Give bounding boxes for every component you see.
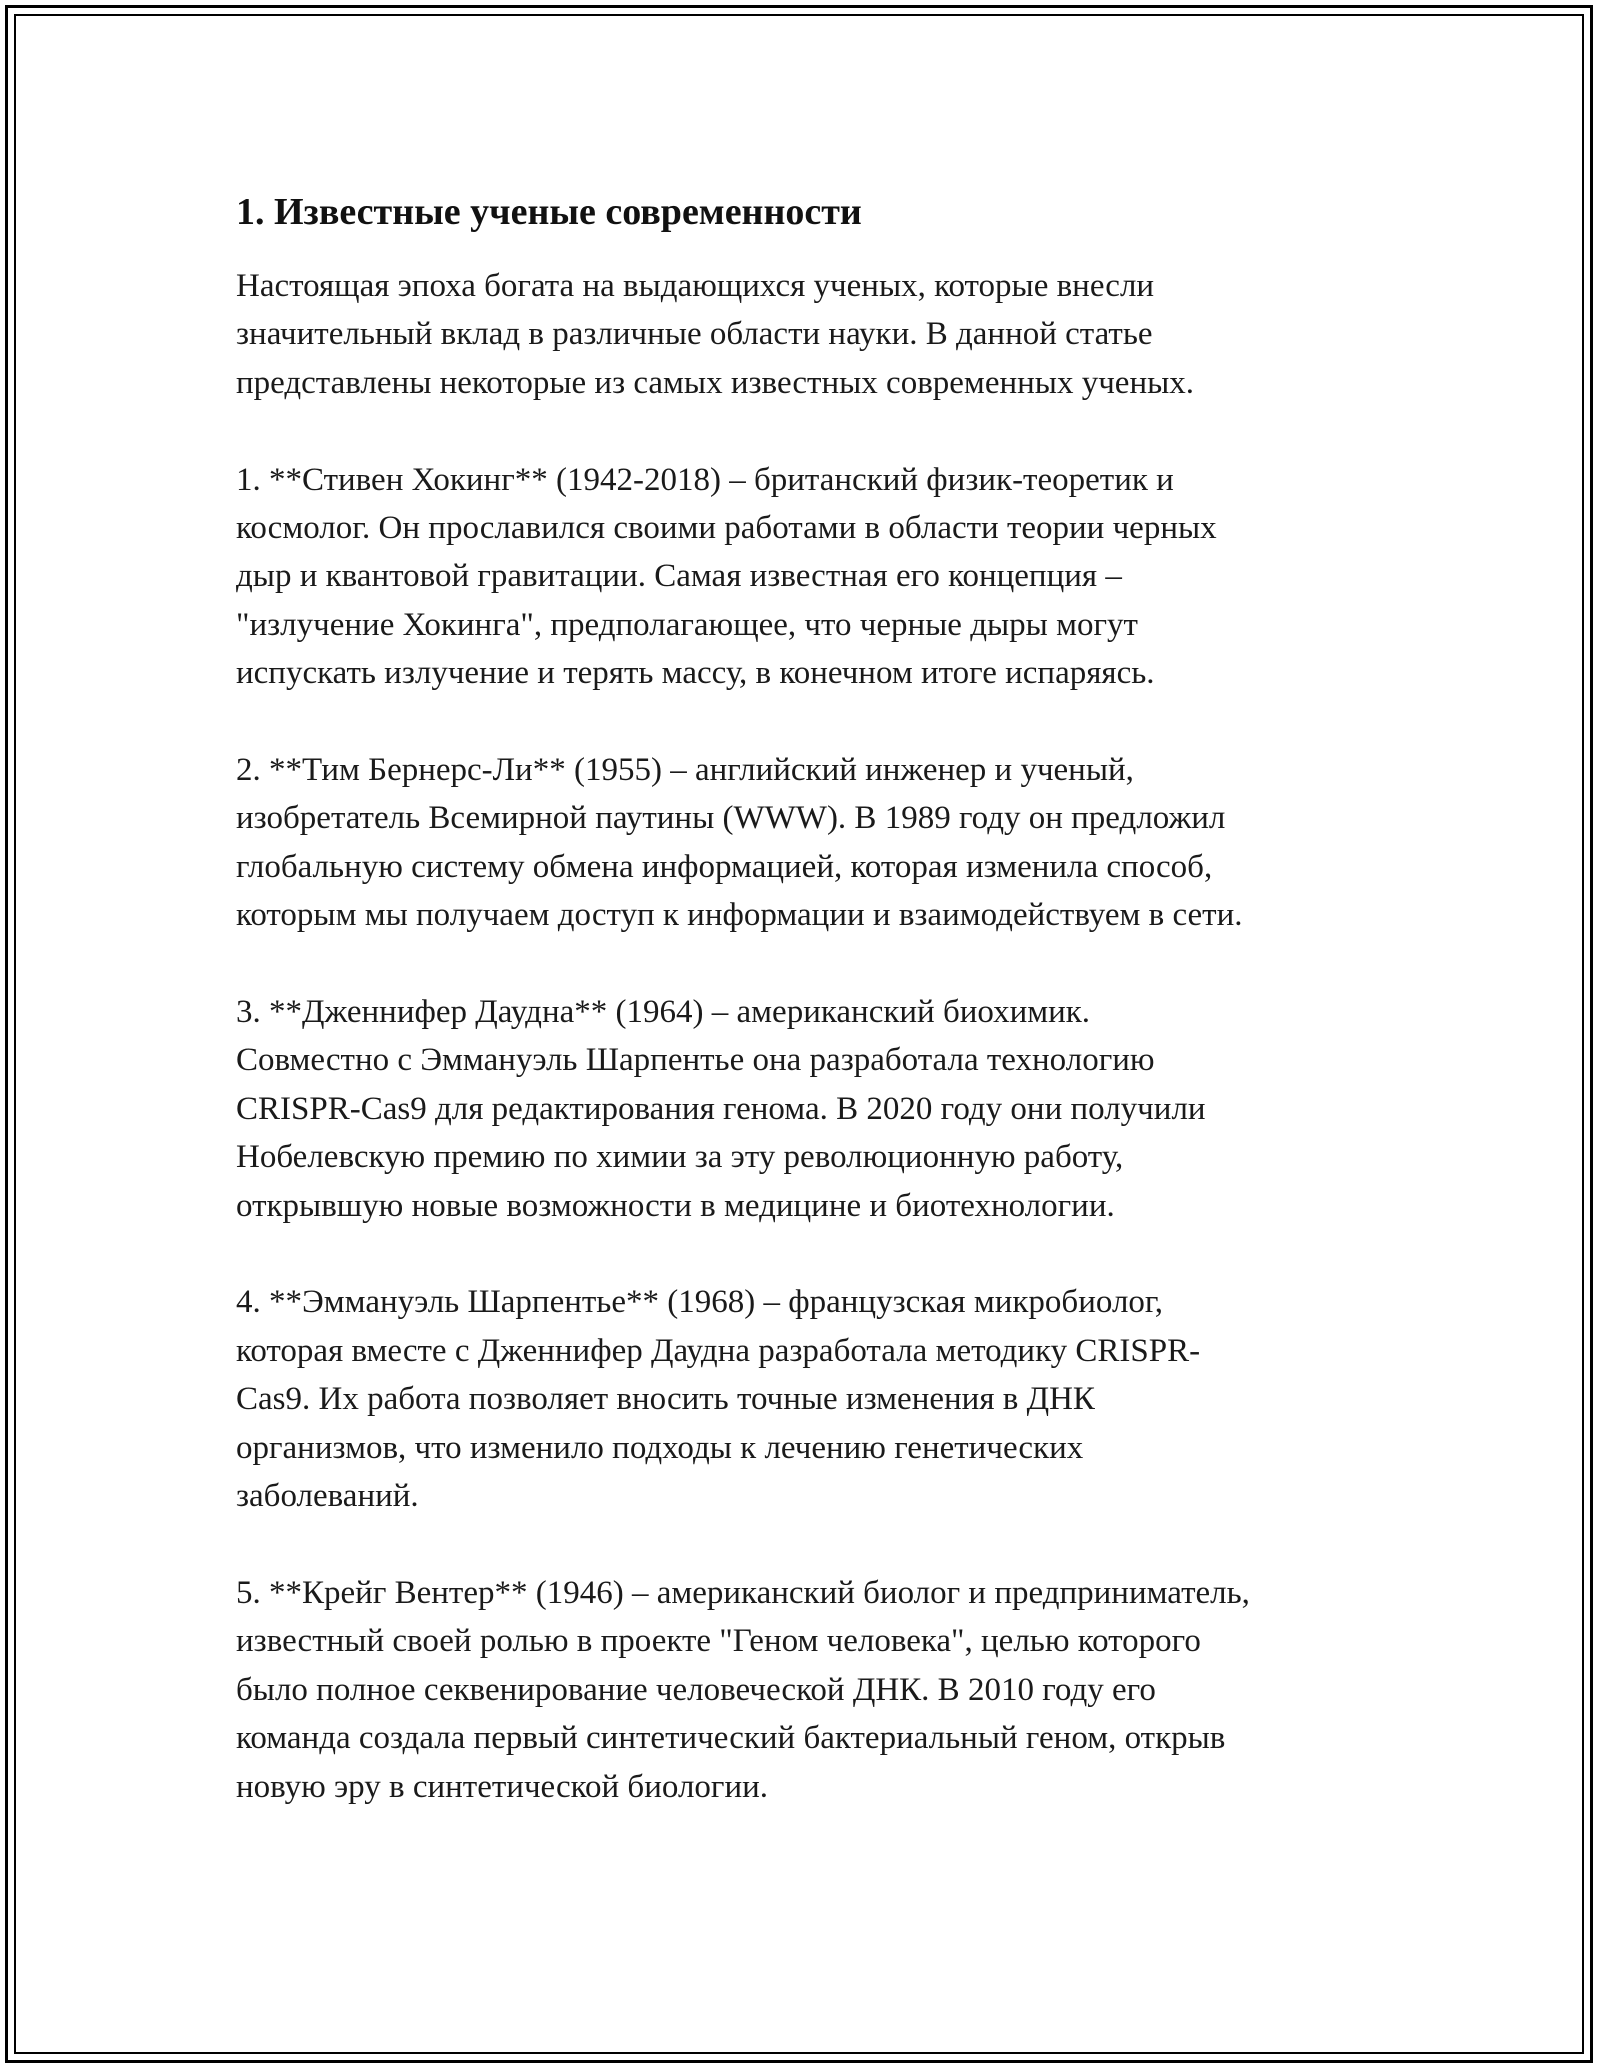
paragraph-line: команда создала первый синтетический бактериальный геном, открыв: [236, 1720, 1226, 1757]
paragraph-line: Настоящая эпоха богата на выдающихся ученых, которые внесли: [236, 268, 1155, 304]
paragraph-line: значительный вклад в различные области науки. В данной статье: [236, 316, 1153, 353]
paragraph-line: организмов, что изменило подходы к лечению генетических: [236, 1429, 1084, 1466]
scientist-paragraph-venter: [236, 1569, 1386, 1811]
paragraph-line: которым мы получаем доступ к информации и взаимодействуем в сети.: [236, 897, 1243, 934]
paragraph-line: 2. **Тим Бернерс-Ли** (1955) – английский инженер и ученый,: [236, 752, 1134, 789]
paragraph-line: 5. **Крейг Вентер** (1946) – американский биолог и предприниматель,: [236, 1574, 1250, 1611]
scientist-paragraph-hawking: [236, 456, 1386, 698]
paragraph-line: "излучение Хокинга", предполагающее, что черные дыры могут: [236, 606, 1138, 643]
paragraph-line: CRISPR-Cas9 для редактирования генома. В 2020 году они получили: [236, 1090, 1206, 1127]
scientist-paragraph-charpentier: [236, 1278, 1386, 1520]
paragraph-line: открывшую новые возможности в медицине и биотехнологии.: [236, 1187, 1115, 1224]
scientist-paragraph-berners-lee: [236, 746, 1386, 940]
paragraph-line: было полное секвенирование человеческой ДНК. В 2010 году его: [236, 1671, 1156, 1708]
paragraph-line: Cas9. Их работа позволяет вносить точные изменения в ДНК: [236, 1381, 1095, 1418]
paragraph-line: которая вместе с Дженнифер Даудна разработала методику CRISPR-: [236, 1332, 1201, 1369]
paragraph-line: Нобелевскую премию по химии за эту революционную работу,: [236, 1139, 1124, 1176]
paragraph-line: дыр и квантовой гравитации. Самая известная его концепция –: [236, 558, 1122, 595]
paragraph-line: новую эру в синтетической биологии.: [236, 1768, 769, 1805]
page-title: 1. Известные ученые современности: [236, 191, 862, 233]
paragraph-line: 3. **Дженнифер Даудна** (1964) – американский биохимик.: [236, 994, 1091, 1031]
paragraph-line: 4. **Эммануэль Шарпентье** (1968) – французская микробиолог,: [236, 1284, 1163, 1321]
paragraph-line: известный своей ролью в проекте "Геном человека", целью которого: [236, 1623, 1201, 1660]
paragraph-line: испускать излучение и терять массу, в конечном итоге испаряясь.: [236, 655, 1155, 692]
paragraph-line: глобальную систему обмена информацией, которая изменила способ,: [236, 848, 1213, 885]
paragraph-line: изобретатель Всемирной паутины (WWW). В 1989 году он предложил: [236, 800, 1226, 837]
paragraph-line: заболеваний.: [236, 1478, 419, 1515]
document-body: [236, 188, 1386, 1859]
paragraph-line: 1. **Стивен Хокинг** (1942-2018) – британский физик-теоретик и: [236, 461, 1174, 498]
paragraph-line: космолог. Он прославился своими работами в области теории черных: [236, 510, 1217, 547]
paragraph-line: представлены некоторые из самых известных современных ученых.: [236, 364, 1195, 401]
intro-paragraph: [236, 262, 1386, 407]
paragraph-line: Совместно с Эммануэль Шарпентье она разработала технологию: [236, 1042, 1155, 1079]
scientist-paragraph-doudna: [236, 988, 1386, 1230]
